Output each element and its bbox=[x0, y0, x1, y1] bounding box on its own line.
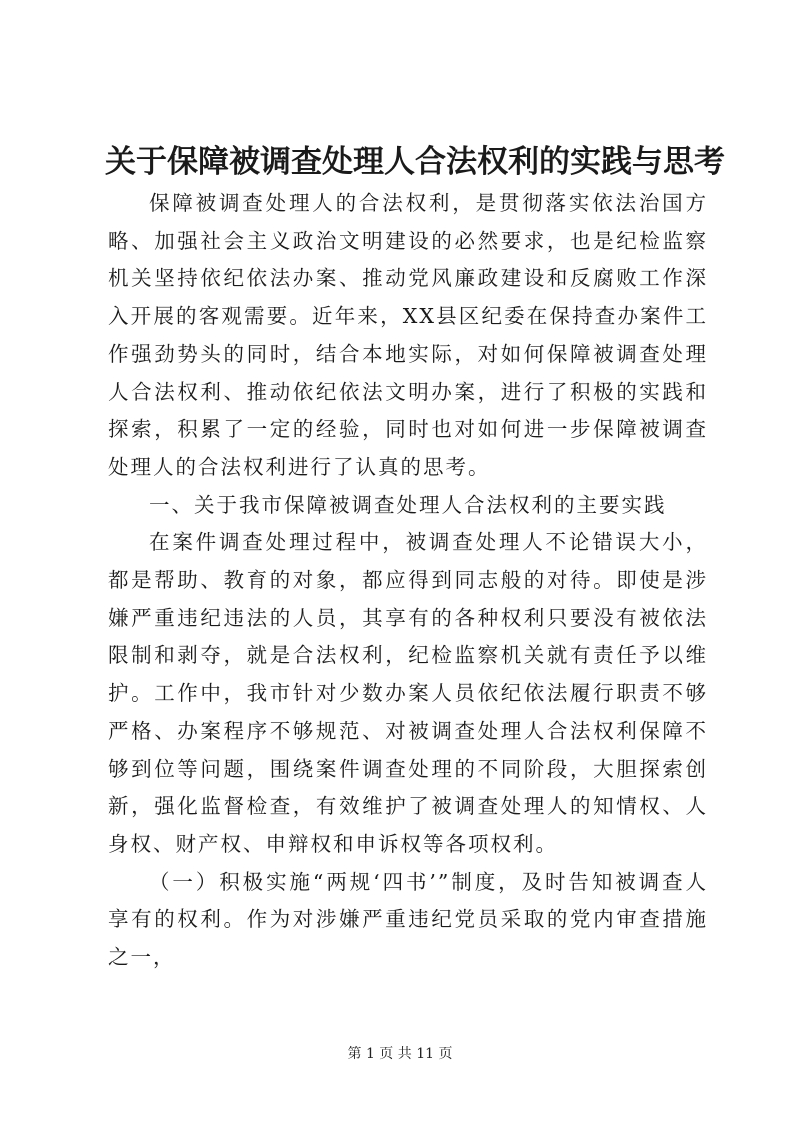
paragraph-intro: 保障被调查处理人的合法权利，是贯彻落实依法治国方略、加强社会主义政治文明建设的必然要求，也是纪检监察机关坚持依纪依法办案、推动党风廉政建设和反腐败工作深入开展的客观需要。近年来，XX县区纪委在保持查办案件工作强劲势头的同时，结合本地实际，对如何保障被调查处理人合法权利、推动依纪依法文明办案，进行了积极的实践和探索，积累了一定的经验，同时也对如何进一步保障被调查处理人的合法权利进行了认真的思考。 bbox=[108, 191, 708, 479]
document-title: 关于保障被调查处理人合法权利的实践与思考 bbox=[105, 144, 725, 180]
paragraph-subsection-1: （一）积极实施“两规‘四书’”制度，及时告知被调查人享有的权利。作为对涉嫌严重违纪党员采取的党内审查措施之一， bbox=[108, 869, 708, 970]
paragraph-practice: 在案件调查处理过程中，被调查处理人不论错误大小，都是帮助、教育的对象，都应得到同志般的对待。即使是涉嫌严重违纪违法的人员，其享有的各种权利只要没有被依法限制和剥夺，就是合法权利，纪检监察机关就有责任予以维护。工作中，我市针对少数办案人员依纪依法履行职责不够严格、办案程序不够规范、对被调查处理人合法权利保障不够到位等问题，围绕案件调查处理的不同阶段，大胆探索创新，强化监督检查，有效维护了被调查处理人的知情权、人身权、财产权、申辩权和申诉权等各项权利。 bbox=[108, 530, 708, 856]
page-footer: 第 1 页 共 11 页 bbox=[347, 1046, 453, 1062]
document-body bbox=[108, 185, 708, 977]
section-heading: 一、关于我市保障被调查处理人合法权利的主要实践 bbox=[149, 492, 667, 517]
